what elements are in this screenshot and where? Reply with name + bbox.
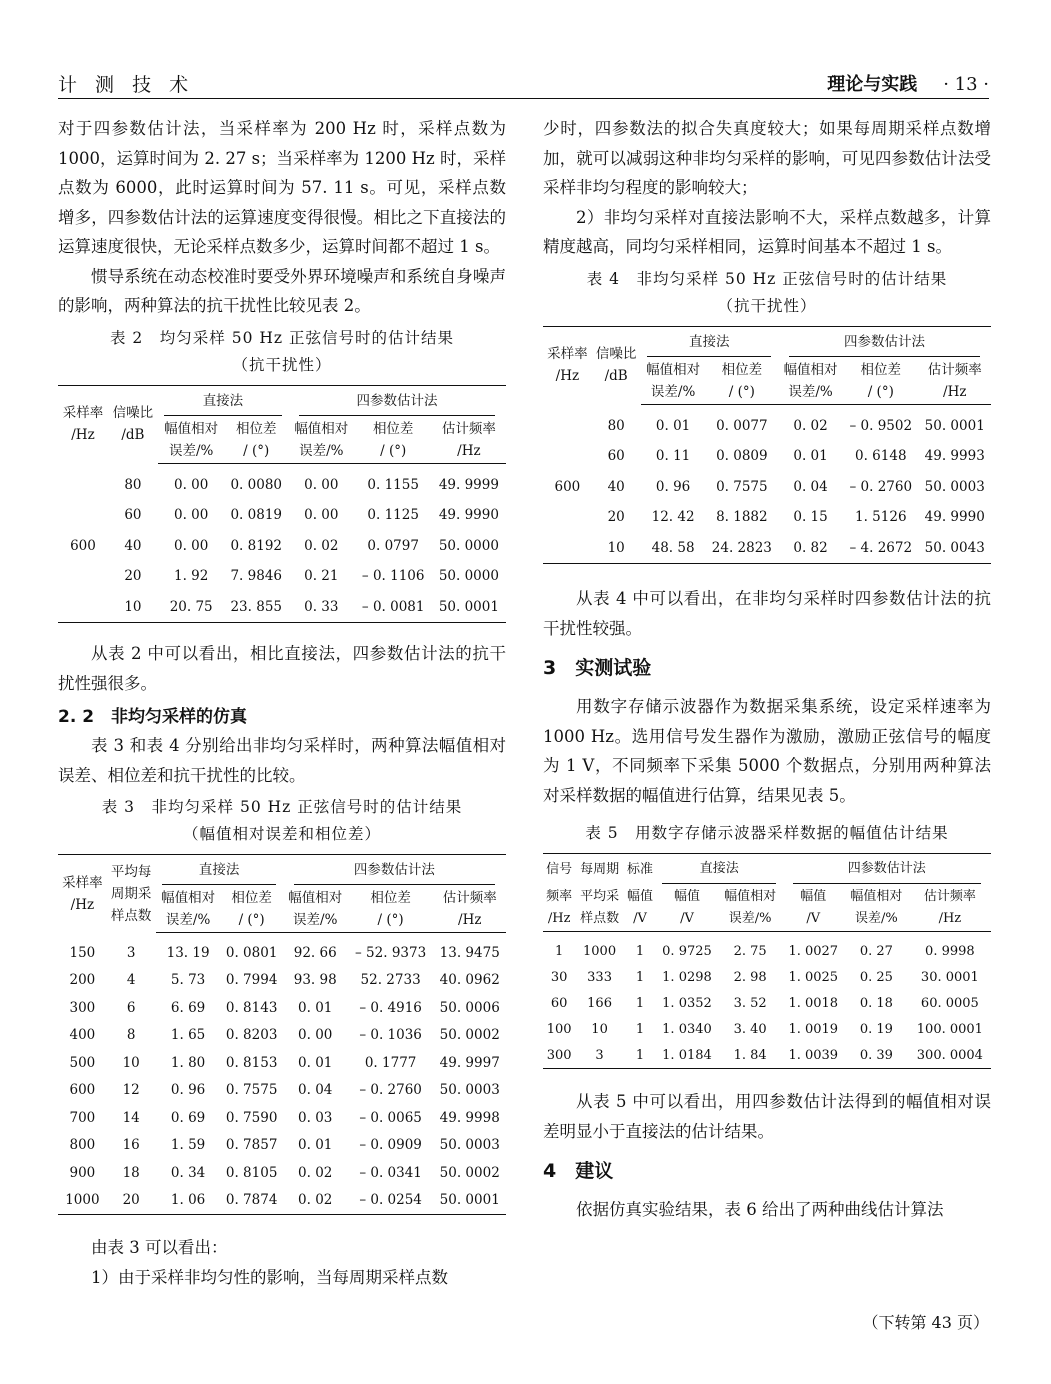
page-number: · 13 · <box>943 74 989 95</box>
table-cell: 0. 7575 <box>716 478 768 495</box>
table-cell: 1 <box>635 1021 645 1037</box>
table-cell: 0. 8105 <box>225 1164 278 1181</box>
table-4 <box>543 326 991 565</box>
col-amp-err: 幅值相对 误差/% <box>778 358 843 405</box>
col-phase: 相位差 / (°) <box>843 358 918 405</box>
table-cell: 1. 5126 <box>855 509 907 526</box>
table-2 <box>58 385 506 624</box>
table-cell: 6 <box>126 999 136 1016</box>
table-cell: 13. 9475 <box>439 944 500 961</box>
table-cell: 0. 96 <box>655 478 691 495</box>
table-cell: 3. 40 <box>733 1021 767 1037</box>
table-cell: – 0. 2760 <box>359 1082 422 1099</box>
table-cell: 3 <box>595 1047 604 1063</box>
table-cell: 0. 1125 <box>367 507 419 524</box>
table-cell: 600 <box>554 478 581 495</box>
paragraph: 少时，四参数法的拟合失真度较大；如果每周期采样点数增加，就可以减弱这种非均匀采样的影响，可见四参数估计法受采样非均匀程度的影响较大； <box>543 119 991 197</box>
table-cell: 23. 855 <box>230 598 282 615</box>
table-cell: 0. 8143 <box>225 999 278 1016</box>
table-body <box>543 932 991 1069</box>
table-cell: 300 <box>69 999 96 1016</box>
col-rate: 采样率 /Hz <box>62 405 104 444</box>
table-body <box>543 404 991 564</box>
group-direct: 直接法 <box>641 326 778 358</box>
col-amp-err: 幅值相对 误差/% <box>641 358 706 405</box>
group-direct: 直接法 <box>158 385 288 417</box>
table-cell: 60 <box>607 448 625 465</box>
table-row <box>543 472 991 503</box>
caption-line: 表 2 均匀采样 50 Hz 正弦信号时的估计结果 <box>110 328 454 347</box>
caption-line: （幅值相对误差和相位差） <box>182 825 381 843</box>
table-cell: 0. 02 <box>793 417 828 434</box>
col-phase: 相位差 / (°) <box>355 417 432 464</box>
col-signal-freq: 频率 /Hz <box>543 885 575 932</box>
table-cell: 20 <box>607 509 625 526</box>
table-cell: 7. 9846 <box>230 568 282 585</box>
table-cell: 49. 9993 <box>924 448 985 465</box>
table-cell: 50. 0006 <box>439 999 500 1016</box>
table-cell: 52. 2733 <box>360 972 421 989</box>
table-cell: 50. 0003 <box>439 1137 500 1154</box>
col-est-freq: 估计频率 /Hz <box>433 886 506 933</box>
table-4-caption <box>543 266 991 320</box>
group-four-param: 四参数估计法 <box>288 385 506 417</box>
table-row <box>58 1159 506 1187</box>
section-heading: 3 实测试验 <box>543 657 652 679</box>
table-cell: 0. 8203 <box>225 1027 278 1044</box>
table-row <box>58 561 506 592</box>
table-row <box>543 964 991 990</box>
table-cell: 1. 80 <box>170 1054 206 1071</box>
table-cell: 40 <box>607 478 625 495</box>
paragraph: 由表 3 可以看出： <box>91 1238 228 1257</box>
col-snr: 信噪比 /dB <box>112 405 154 444</box>
table-row <box>543 404 991 441</box>
col-phase: 相位差 / (°) <box>221 886 283 933</box>
table-cell: 30 <box>550 969 568 985</box>
table-cell: 300 <box>546 1047 572 1063</box>
table-cell: – 0. 0254 <box>359 1192 422 1209</box>
table-cell: 1. 92 <box>173 568 209 585</box>
table-cell: 50. 0000 <box>438 568 499 585</box>
table-cell: 0. 02 <box>304 537 339 554</box>
table-cell: 16 <box>122 1137 140 1154</box>
table-cell: 50. 0002 <box>439 1027 500 1044</box>
table-cell: 0. 34 <box>170 1164 206 1181</box>
table-cell: 49. 9999 <box>438 476 499 493</box>
table-cell: 13. 19 <box>166 944 210 961</box>
paragraph: 用数字存储示波器作为数据采集系统，设定采样速率为 1000 Hz。选用信号发生器作为激励，激励正弦信号的幅度为 1 V，不同频率下采集 5000 个数据点，分别用两种算法对采样数据的幅值进行估算，结果见表 5。 <box>543 697 991 805</box>
table-cell: 0. 39 <box>859 1047 893 1063</box>
table-cell: 10 <box>124 598 142 615</box>
group-four-param: 四参数估计法 <box>778 326 991 358</box>
table-row <box>543 1042 991 1069</box>
running-header <box>58 66 989 99</box>
table-cell: 5. 73 <box>170 972 206 989</box>
table-cell: 8 <box>126 1027 136 1044</box>
table-row <box>58 463 506 500</box>
col-amp-err: 幅值相对 误差/% <box>288 417 355 464</box>
table-cell: 1. 06 <box>170 1192 206 1209</box>
table-cell: 8. 1882 <box>716 509 768 526</box>
table-cell: 600 <box>69 1082 96 1099</box>
group-four-param: 四参数估计法 <box>283 855 506 887</box>
caption-line: 表 3 非均匀采样 50 Hz 正弦信号时的估计结果 <box>101 798 463 816</box>
section-name: 理论与实践 <box>827 74 918 95</box>
table-cell: 0. 0797 <box>367 537 419 554</box>
paragraph: 从表 4 中可以看出，在非均匀采样时四参数估计法的抗干扰性较强。 <box>543 589 991 638</box>
table-cell: 60 <box>124 507 142 524</box>
table-cell: 20 <box>122 1192 140 1209</box>
paragraph: 从表 5 中可以看出，用四参数估计法得到的幅值相对误差明显小于直接法的估计结果。 <box>543 1092 991 1141</box>
table-cell: 92. 66 <box>293 944 337 961</box>
table-cell: – 0. 0065 <box>359 1109 422 1126</box>
col-amp: 幅值 /V <box>782 885 844 932</box>
table-cell: 0. 7994 <box>225 972 278 989</box>
table-row <box>58 592 506 623</box>
section-heading: 2. 2 非均匀采样的仿真 <box>58 707 248 727</box>
table-cell: 600 <box>70 537 96 554</box>
table-cell: 50. 0003 <box>439 1082 500 1099</box>
table-cell: 1. 59 <box>170 1137 206 1154</box>
table-cell: 3. 52 <box>733 995 767 1011</box>
table-cell: 0. 00 <box>304 476 339 493</box>
col-std-amp: 幅值 /V <box>624 885 656 932</box>
table-cell: 0. 00 <box>173 537 209 554</box>
table-cell: 0. 01 <box>298 1054 333 1071</box>
table-cell: 1 <box>635 995 645 1011</box>
table-cell: 0. 04 <box>298 1082 333 1099</box>
table-cell: 48. 58 <box>651 539 695 556</box>
table-5-caption <box>543 820 991 847</box>
col-amp-err: 幅值相对 误差/% <box>718 885 783 932</box>
paragraph: 1）由于采样非均匀性的影响，当每周期采样点数 <box>91 1267 448 1287</box>
header-right <box>827 70 989 96</box>
table-cell: 20 <box>124 568 142 585</box>
col-avg-points: 平均每 周期采 样点数 <box>110 863 152 924</box>
paragraph: 依据仿真实验结果，表 6 给出了两种曲线估计算法 <box>576 1200 944 1219</box>
table-cell: 30. 0001 <box>920 969 979 985</box>
table-cell: 900 <box>69 1164 96 1181</box>
col-est-freq: 估计频率 /Hz <box>918 358 991 405</box>
table-cell: 700 <box>69 1109 96 1126</box>
col-amp-err: 幅值相对 误差/% <box>156 886 221 933</box>
table-cell: 50. 0002 <box>439 1164 500 1181</box>
table-row <box>58 1187 506 1215</box>
col-amp: 幅值 /V <box>656 885 718 932</box>
table-cell: 80 <box>607 417 625 434</box>
table-cell: 18 <box>122 1164 140 1181</box>
continuation-note: （下转第 43 页） <box>862 1313 989 1332</box>
group-direct: 直接法 <box>156 855 283 887</box>
table-cell: 50. 0043 <box>924 539 985 556</box>
col-rate: 采样率 /Hz <box>547 346 588 385</box>
table-row <box>58 531 506 562</box>
table-cell: – 0. 1106 <box>361 568 425 585</box>
table-cell: 1 <box>635 969 645 985</box>
table-cell: 0. 8192 <box>230 537 282 554</box>
table-cell: 0. 8153 <box>225 1054 278 1071</box>
table-cell: 80 <box>124 476 142 493</box>
table-row <box>58 500 506 531</box>
group-four-param: 四参数估计法 <box>782 854 991 886</box>
table-cell: 0. 11 <box>655 448 691 465</box>
table-cell: 1. 0340 <box>662 1021 712 1037</box>
table-cell: 49. 9990 <box>438 507 499 524</box>
col-amp-err: 幅值相对 误差/% <box>844 885 909 932</box>
table-cell: 4 <box>126 972 136 989</box>
table-cell: 12. 42 <box>651 509 695 526</box>
table-cell: 0. 27 <box>859 943 893 959</box>
table-row <box>58 1049 506 1077</box>
col-rate: 采样率 /Hz <box>62 874 103 913</box>
table-cell: 1000 <box>583 943 617 959</box>
left-column <box>58 114 506 1292</box>
caption-line: 表 5 用数字存储示波器采样数据的幅值估计结果 <box>585 824 949 842</box>
table-cell: – 0. 0909 <box>359 1137 422 1154</box>
table-cell: 14 <box>122 1109 140 1126</box>
table-row <box>58 1132 506 1160</box>
caption-line: （抗干扰性） <box>232 355 332 374</box>
table-cell: 1. 0352 <box>662 995 712 1011</box>
table-cell: 50. 0001 <box>924 417 985 434</box>
table-5 <box>543 853 991 1069</box>
table-cell: 500 <box>69 1054 96 1071</box>
table-cell: 800 <box>69 1137 96 1154</box>
table-cell: 0. 7874 <box>225 1192 278 1209</box>
table-cell: 0. 9998 <box>925 943 975 959</box>
table-cell: – 0. 9502 <box>849 417 913 434</box>
table-cell: 1. 0298 <box>662 969 712 985</box>
col-std-amp: 标准 <box>626 861 653 877</box>
table-row <box>543 990 991 1016</box>
table-cell: 0. 82 <box>793 539 828 556</box>
paragraph: 从表 2 中可以看出，相比直接法，四参数估计法的抗干扰性强很多。 <box>58 644 506 693</box>
table-cell: 10 <box>122 1054 140 1071</box>
table-cell: 1. 0019 <box>788 1021 839 1037</box>
table-cell: 50. 0000 <box>438 537 499 554</box>
table-cell: 49. 9997 <box>439 1054 500 1071</box>
table-cell: 0. 02 <box>298 1164 333 1181</box>
col-per-period: 每周期 <box>580 861 620 877</box>
table-cell: 0. 1155 <box>367 476 419 493</box>
table-3 <box>58 854 506 1215</box>
table-row <box>543 441 991 472</box>
table-row <box>543 932 991 965</box>
table-cell: 50. 0003 <box>924 478 985 495</box>
table-cell: 24. 2823 <box>711 539 772 556</box>
col-phase: 相位差 / (°) <box>224 417 288 464</box>
table-cell: 0. 21 <box>304 568 339 585</box>
table-row <box>543 502 991 533</box>
table-cell: 2. 75 <box>733 943 767 959</box>
caption-line: 表 4 非均匀采样 50 Hz 正弦信号时的估计结果 <box>586 269 948 288</box>
table-cell: 50. 0001 <box>439 1192 500 1209</box>
table-cell: 0. 0819 <box>230 507 282 524</box>
table-cell: 200 <box>69 972 96 989</box>
table-cell: 300. 0004 <box>916 1047 983 1063</box>
table-cell: 1. 0027 <box>788 943 839 959</box>
table-cell: 0. 04 <box>793 478 828 495</box>
table-cell: 0. 9725 <box>662 943 712 959</box>
col-est-freq: 估计频率 /Hz <box>432 417 506 464</box>
paragraph: 惯导系统在动态校准时要受外界环境噪声和系统自身噪声的影响，两种算法的抗干扰性比较见表 2。 <box>58 266 506 315</box>
col-signal-freq: 信号 <box>546 861 573 877</box>
table-cell: 0. 00 <box>173 476 209 493</box>
table-body <box>58 933 506 1215</box>
table-cell: 0. 00 <box>304 507 339 524</box>
table-cell: – 0. 2760 <box>849 478 913 495</box>
col-phase: 相位差 / (°) <box>706 358 778 405</box>
col-phase: 相位差 / (°) <box>348 886 434 933</box>
right-column <box>543 114 991 1225</box>
table-cell: 12 <box>122 1082 140 1099</box>
table-cell: 0. 01 <box>298 1137 333 1154</box>
table-cell: 0. 7575 <box>225 1082 278 1099</box>
table-cell: 1 <box>555 943 564 959</box>
table-cell: 0. 1777 <box>364 1054 417 1071</box>
table-cell: 0. 7857 <box>225 1137 278 1154</box>
table-cell: – 0. 1036 <box>359 1027 422 1044</box>
table-2-caption <box>58 325 506 379</box>
table-cell: 0. 0809 <box>716 448 768 465</box>
section-heading: 4 建议 <box>543 1160 614 1182</box>
table-cell: 1. 0025 <box>788 969 839 985</box>
col-est-freq: 估计频率 /Hz <box>909 885 991 932</box>
table-cell: 0. 02 <box>298 1192 333 1209</box>
table-cell: 2. 98 <box>733 969 767 985</box>
table-cell: 0. 0080 <box>230 476 282 493</box>
table-cell: 3 <box>126 944 136 961</box>
table-cell: 0. 01 <box>298 999 333 1016</box>
table-cell: 0. 01 <box>655 417 691 434</box>
table-row <box>543 533 991 564</box>
table-cell: – 0. 0341 <box>359 1164 422 1181</box>
table-cell: 0. 0801 <box>225 944 278 961</box>
table-cell: 100. 0001 <box>916 1021 983 1037</box>
table-cell: 0. 03 <box>298 1109 333 1126</box>
table-row <box>58 1077 506 1105</box>
paragraph: 2）非均匀采样对直接法影响不大，采样点数越多，计算精度越高，同均匀采样相同，运算时间基本不超过 1 s。 <box>543 207 991 256</box>
table-cell: – 0. 4916 <box>359 999 422 1016</box>
group-direct: 直接法 <box>656 854 782 886</box>
table-cell: 400 <box>69 1027 96 1044</box>
table-row <box>58 1104 506 1132</box>
table-cell: 1. 0184 <box>662 1047 712 1063</box>
table-cell: 0. 19 <box>859 1021 893 1037</box>
table-cell: 1. 65 <box>170 1027 206 1044</box>
table-cell: 1 <box>635 943 645 959</box>
table-cell: 150 <box>69 944 96 961</box>
table-cell: 50. 0001 <box>438 598 499 615</box>
table-cell: 166 <box>587 995 612 1011</box>
table-cell: 93. 98 <box>293 972 337 989</box>
table-cell: 0. 7590 <box>225 1109 278 1126</box>
table-cell: 0. 00 <box>173 507 209 524</box>
table-cell: 1 <box>635 1047 645 1063</box>
paragraph: 对于四参数估计法，当采样率为 200 Hz 时，采样点数为 1000，运算时间为 2. 27 s；当采样率为 1200 Hz 时，采样点数为 6000，此时运算时间为 57. 11 s。可见，采样点数增多，四参数估计法的运算速度变得很慢。相比之下直接法的运算速度很快，无论采样点数多少，运算时间都不超过 1 s。 <box>58 119 506 256</box>
table-row <box>58 967 506 995</box>
table-cell: 49. 9990 <box>924 509 985 526</box>
table-cell: – 4. 2672 <box>849 539 913 556</box>
table-cell: 1. 0018 <box>788 995 839 1011</box>
table-body <box>58 463 506 623</box>
table-row <box>58 1022 506 1050</box>
caption-line: （抗干扰性） <box>717 296 817 315</box>
table-cell: 0. 6148 <box>855 448 907 465</box>
table-cell: 40. 0962 <box>439 972 500 989</box>
table-cell: 0. 15 <box>793 509 828 526</box>
table-cell: 40 <box>124 537 142 554</box>
table-cell: 10 <box>591 1021 608 1037</box>
table-cell: 1. 84 <box>733 1047 767 1063</box>
col-amp-err: 幅值相对 误差/% <box>283 886 348 933</box>
paragraph: 表 3 和表 4 分别给出非均匀采样时，两种算法幅值相对误差、相位差和抗干扰性的比较。 <box>58 736 506 785</box>
table-cell: 0. 96 <box>170 1082 206 1099</box>
table-cell: 1. 0039 <box>788 1047 839 1063</box>
table-cell: 0. 18 <box>859 995 893 1011</box>
col-per-period: 平均采 样点数 <box>575 885 623 932</box>
table-3-caption <box>58 794 506 848</box>
table-row <box>58 933 506 967</box>
table-cell: 0. 69 <box>170 1109 206 1126</box>
table-cell: 20. 75 <box>169 598 213 615</box>
table-row <box>543 1016 991 1042</box>
table-cell: 333 <box>587 969 612 985</box>
table-cell: 0. 33 <box>304 598 339 615</box>
table-cell: 0. 00 <box>298 1027 333 1044</box>
table-cell: 100 <box>546 1021 572 1037</box>
table-cell: 10 <box>607 539 625 556</box>
table-cell: 1000 <box>65 1192 100 1209</box>
table-cell: 6. 69 <box>170 999 206 1016</box>
table-cell: – 0. 0081 <box>361 598 425 615</box>
table-cell: 0. 25 <box>859 969 893 985</box>
table-cell: 49. 9998 <box>439 1109 500 1126</box>
col-snr: 信噪比 /dB <box>595 346 637 385</box>
table-cell: 60 <box>550 995 568 1011</box>
col-amp-err: 幅值相对 误差/% <box>158 417 225 464</box>
table-cell: – 52. 9373 <box>355 944 427 961</box>
table-row <box>58 994 506 1022</box>
journal-name: 计 测 技 术 <box>58 74 195 96</box>
table-cell: 0. 01 <box>793 448 828 465</box>
table-cell: 0. 0077 <box>716 417 768 434</box>
table-cell: 60. 0005 <box>920 995 979 1011</box>
